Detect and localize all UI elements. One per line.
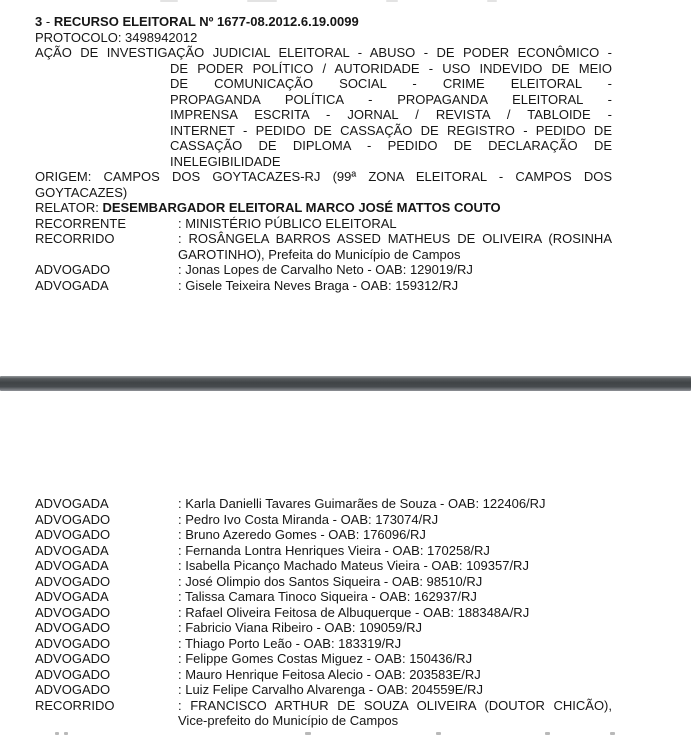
relator-label: RELATOR: <box>35 200 99 215</box>
subject-line: CASSAÇÃO DE DIPLOMA - PEDIDO DE DECLARAÇÃO DE <box>170 138 612 153</box>
case-title-line <box>35 14 612 30</box>
parties-list-top <box>35 216 612 294</box>
clipped-text-remnant-top <box>160 0 178 2</box>
party-value: : Talissa Camara Tinoco Siqueira - OAB: 162937/RJ <box>178 589 477 604</box>
clipped-text-remnant-bottom <box>55 732 59 735</box>
party-value-line: : FRANCISCO ARTHUR DE SOUZA OLIVEIRA (DOUTOR CHICÃO), <box>178 697 612 713</box>
party-role: ADVOGADO <box>35 573 111 589</box>
party-role: ADVOGADO <box>35 620 111 635</box>
origin-line-1: ORIGEM: CAMPOS DOS GOYTACAZES-RJ (99ª ZONA ELEITORAL - CAMPOS DOS <box>35 169 612 184</box>
party-role: ADVOGADA <box>35 589 109 604</box>
party-value: : Isabella Picanço Machado Mateus Vieira - OAB: 109357/RJ <box>178 558 529 573</box>
party-value: : Mauro Henrique Feitosa Alecio - OAB: 203583E/RJ <box>178 666 481 682</box>
party-row <box>35 496 612 512</box>
party-role: ADVOGADA <box>35 558 109 573</box>
party-role: ADVOGADO <box>35 666 111 682</box>
party-role: ADVOGADO <box>35 682 111 697</box>
party-row <box>35 527 612 543</box>
party-role: ADVOGADA <box>35 496 109 511</box>
party-role: ADVOGADO <box>35 635 111 651</box>
clipped-text-remnant-bottom <box>610 732 615 735</box>
clipped-text-remnant-top <box>487 0 497 2</box>
party-value: : Gisele Teixeira Neves Braga - OAB: 159312/RJ <box>178 277 459 293</box>
subject-line: IMPRENSA ESCRITA - JORNAL / REVISTA / TABLOIDE - <box>170 107 612 122</box>
party-value-continuation: Vice-prefeito do Município de Campos <box>178 713 399 728</box>
subject-paragraph <box>35 45 612 169</box>
party-value: : Luiz Felipe Carvalho Alvarenga - OAB: 204559E/RJ <box>178 682 483 697</box>
party-value: : Bruno Azeredo Gomes - OAB: 176096/RJ <box>178 527 426 542</box>
party-role: RECORRENTE <box>35 215 127 231</box>
party-role: ADVOGADA <box>35 542 109 558</box>
parties-list-bottom <box>35 496 612 729</box>
party-row <box>35 698 612 729</box>
party-role: ADVOGADO <box>35 262 111 277</box>
subject-line: AÇÃO DE INVESTIGAÇÃO JUDICIAL ELEITORAL - ABUSO - DE PODER ECONÔMICO - <box>35 45 612 60</box>
party-value: : Jonas Lopes de Carvalho Neto - OAB: 129019/RJ <box>178 262 473 277</box>
party-row <box>35 558 612 574</box>
party-role: ADVOGADO <box>35 604 111 620</box>
party-row <box>35 636 612 652</box>
party-role: ADVOGADO <box>35 511 111 527</box>
party-value <box>178 231 612 262</box>
party-row <box>35 512 612 528</box>
party-value: : MINISTÉRIO PÚBLICO ELEITORAL <box>178 215 397 231</box>
party-row <box>35 574 612 590</box>
case-number: RECURSO ELEITORAL Nº 1677-08.2012.6.19.0099 <box>53 14 359 29</box>
party-row <box>35 231 612 262</box>
clipped-text-remnant-bottom <box>545 732 550 735</box>
party-value-continuation: GAROTINHO), Prefeita do Município de Campos <box>178 246 461 262</box>
party-value: : Fernanda Lontra Henriques Vieira - OAB: 170258/RJ <box>178 542 490 558</box>
party-row <box>35 605 612 621</box>
clipped-text-remnant-bottom <box>436 732 441 735</box>
protocol-line: PROTOCOLO: 3498942012 <box>35 29 198 45</box>
party-role: ADVOGADA <box>35 277 109 293</box>
subject-line: DE COMUNICAÇÃO SOCIAL - CRIME ELEITORAL - <box>170 76 612 91</box>
party-row <box>35 682 612 698</box>
party-row <box>35 589 612 605</box>
party-role: RECORRIDO <box>35 697 115 713</box>
case-separator: - <box>45 14 51 29</box>
party-value: : Pedro Ivo Costa Miranda - OAB: 173074/RJ <box>178 511 439 527</box>
party-value: : Fabricio Viana Ribeiro - OAB: 109059/RJ <box>178 620 422 635</box>
party-value: : José Olimpio dos Santos Siqueira - OAB: 98510/RJ <box>178 573 483 589</box>
page-separator-bar <box>0 376 691 391</box>
party-value: : Felippe Gomes Costas Miguez - OAB: 150436/RJ <box>178 651 473 666</box>
relator-name: DESEMBARGADOR ELEITORAL MARCO JOSÉ MATTOS COUTO <box>102 200 501 215</box>
party-row <box>35 543 612 559</box>
party-row <box>35 278 612 294</box>
party-row <box>35 216 612 232</box>
party-value: : Rafael Oliveira Feitosa de Albuquerque - OAB: 188348A/RJ <box>178 604 530 620</box>
subject-line: PROPAGANDA POLÍTICA - PROPAGANDA ELEITORAL - <box>170 91 612 107</box>
origin-line-2: GOYTACAZES) <box>35 184 128 200</box>
subject-line: DE PODER POLÍTICO / AUTORIDADE - USO INDEVIDO DE MEIO <box>170 60 612 76</box>
party-row <box>35 651 612 667</box>
case-block <box>35 14 612 293</box>
clipped-text-remnant-top <box>386 0 398 2</box>
party-row <box>35 620 612 636</box>
case-index: 3 <box>35 14 43 29</box>
party-row <box>35 667 612 683</box>
party-value-line: : ROSÂNGELA BARROS ASSED MATHEUS DE OLIVEIRA (ROSINHA <box>178 231 612 246</box>
party-role: ADVOGADO <box>35 527 111 542</box>
party-value: : Thiago Porto Leão - OAB: 183319/RJ <box>178 635 402 651</box>
party-value: : Karla Danielli Tavares Guimarães de Souza - OAB: 122406/RJ <box>178 496 546 511</box>
clipped-text-remnant-top <box>247 0 277 2</box>
clipped-text-remnant-bottom <box>64 732 68 735</box>
party-value <box>178 698 612 729</box>
relator-line <box>35 200 612 216</box>
party-role: ADVOGADO <box>35 651 111 666</box>
party-row <box>35 262 612 278</box>
subject-line: INTERNET - PEDIDO DE CASSAÇÃO DE REGISTRO - PEDIDO DE <box>170 122 612 138</box>
party-role: RECORRIDO <box>35 231 115 246</box>
subject-line: INELEGIBILIDADE <box>170 153 281 169</box>
clipped-text-remnant-bottom <box>305 732 311 735</box>
